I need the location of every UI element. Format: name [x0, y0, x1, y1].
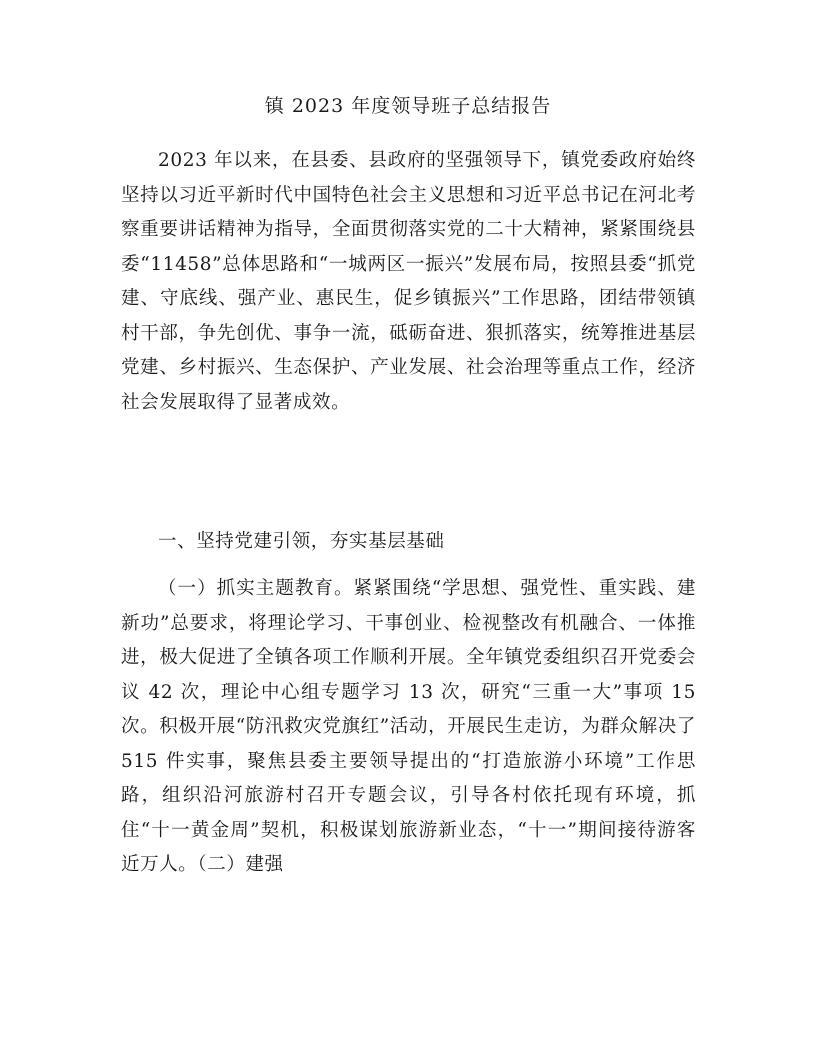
- document-title: 镇 2023 年度领导班子总结报告: [264, 95, 552, 117]
- section-paragraph: （一）抓实主题教育。紧紧围绕“学思想、强党性、重实践、建新功”总要求，将理论学习、干事创业、检视整改有机融合、一体推进，极大促进了全镇各项工作顺利开展。全年镇党委组织召开党委会议 42 次，理论中心组专题学习 13 次，研究“三重一大”事项 15 次。积极开展“防汛救灾党旗红”活动，开展民生走访，为群众解决了 515 件实事，聚焦县委主要领导提出的“打造旅游小环境”工作思路，组织沿河旅游村召开专题会议，引导各村依托现有环境，抓住“十一黄金周”契机，积极谋划旅游新业态，“十一”期间接待游客近万人。（二）建强: [121, 578, 696, 875]
- intro-paragraph: 2023 年以来，在县委、县政府的坚强领导下，镇党委政府始终坚持以习近平新时代中国特色社会主义思想和习近平总书记在河北考察重要讲话精神为指导，全面贯彻落实党的二十大精神，紧紧围绕县委“11458”总体思路和“一城两区一振兴”发展布局，按照县委“抓党建、守底线、强产业、惠民生，促乡镇振兴”工作思路，团结带领镇村干部，争先创优、事争一流，砥砺奋进、狠抓落实，统筹推进基层党建、乡村振兴、生态保护、产业发展、社会治理等重点工作，经济社会发展取得了显著成效。: [121, 150, 696, 413]
- section-heading: 一、坚持党建引领，夯实基层基础: [158, 531, 445, 552]
